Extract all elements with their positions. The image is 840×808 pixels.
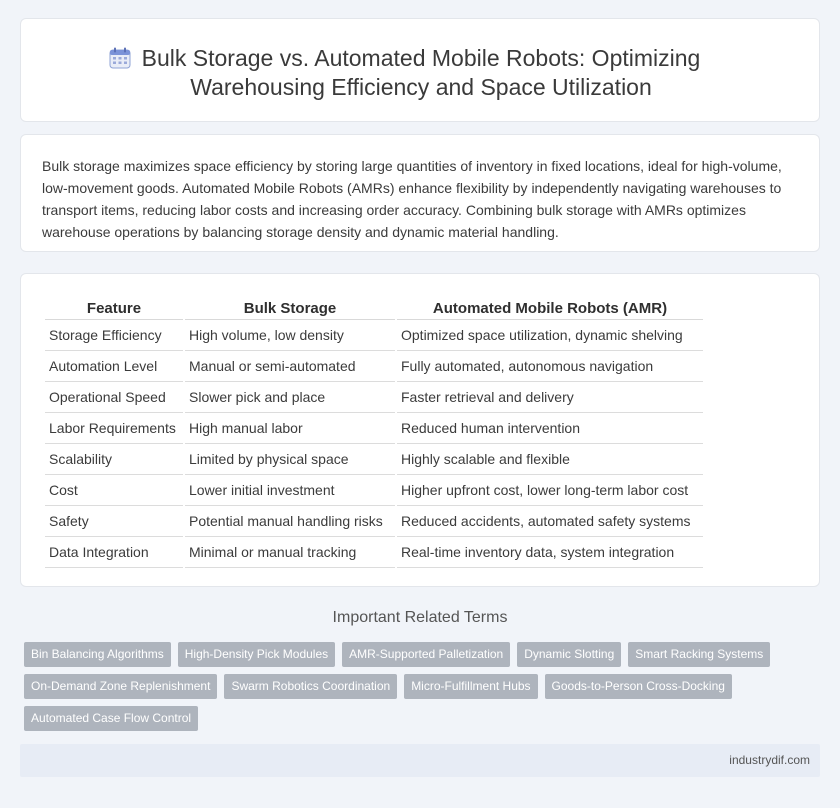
tag-high-density-pick-modules[interactable]: High-Density Pick Modules bbox=[178, 642, 335, 667]
related-terms-list bbox=[24, 642, 816, 738]
summary-text: Bulk storage maximizes space efficiency by storing large quantities of inventory in fixed locations, ideal for high-volume, low-movement goods. Automated Mobile Robots (AMRs) enhance flexibility by independently navigating warehouses to transport items, reducing labor costs and increasing order accuracy. Combining bulk storage with AMRs optimizes warehouse operations by balancing storage density and dynamic material handling. bbox=[42, 158, 782, 240]
page-title-line-1: Bulk Storage vs. Automated Mobile Robots: Optimizing bbox=[141, 45, 701, 71]
tag-swarm-robotics-coordination[interactable]: Swarm Robotics Coordination bbox=[224, 674, 397, 699]
table-cell: Highly scalable and flexible bbox=[397, 444, 703, 475]
table-cell: Slower pick and place bbox=[185, 382, 395, 413]
table-cell: Storage Efficiency bbox=[45, 320, 183, 351]
comparison-table-card bbox=[20, 273, 820, 587]
header-bulk-storage: Bulk Storage bbox=[185, 294, 395, 320]
footer bbox=[20, 744, 820, 777]
comparison-table bbox=[43, 294, 705, 568]
table-row bbox=[45, 475, 703, 506]
table-cell: Higher upfront cost, lower long-term labor cost bbox=[397, 475, 703, 506]
table-row bbox=[45, 320, 703, 351]
title-card bbox=[20, 18, 820, 122]
table-cell: Real-time inventory data, system integration bbox=[397, 537, 703, 568]
page-title bbox=[21, 44, 821, 102]
tag-dynamic-slotting[interactable]: Dynamic Slotting bbox=[517, 642, 621, 667]
table-cell: Potential manual handling risks bbox=[185, 506, 395, 537]
table-row bbox=[45, 413, 703, 444]
table-cell: Cost bbox=[45, 475, 183, 506]
table-cell: Data Integration bbox=[45, 537, 183, 568]
tag-bin-balancing-algorithms[interactable]: Bin Balancing Algorithms bbox=[24, 642, 171, 667]
table-row bbox=[45, 382, 703, 413]
header-feature: Feature bbox=[45, 294, 183, 320]
tag-row bbox=[24, 642, 816, 667]
table-cell: Fully automated, autonomous navigation bbox=[397, 351, 703, 382]
tag-micro-fulfillment-hubs[interactable]: Micro-Fulfillment Hubs bbox=[404, 674, 537, 699]
table-row bbox=[45, 537, 703, 568]
table-cell: Scalability bbox=[45, 444, 183, 475]
tag-amr-supported-palletization[interactable]: AMR-Supported Palletization bbox=[342, 642, 510, 667]
table-cell: High manual labor bbox=[185, 413, 395, 444]
table-cell: Limited by physical space bbox=[185, 444, 395, 475]
tag-on-demand-zone-replenishment[interactable]: On-Demand Zone Replenishment bbox=[24, 674, 217, 699]
table-row bbox=[45, 506, 703, 537]
related-terms-title: Important Related Terms bbox=[332, 609, 508, 626]
table-cell: Optimized space utilization, dynamic shelving bbox=[397, 320, 703, 351]
table-row bbox=[45, 351, 703, 382]
table-cell: Operational Speed bbox=[45, 382, 183, 413]
tag-automated-case-flow-control[interactable]: Automated Case Flow Control bbox=[24, 706, 198, 731]
tag-smart-racking-systems[interactable]: Smart Racking Systems bbox=[628, 642, 770, 667]
table-cell: Minimal or manual tracking bbox=[185, 537, 395, 568]
tag-goods-to-person-cross-docking[interactable]: Goods-to-Person Cross-Docking bbox=[545, 674, 732, 699]
table-cell: Lower initial investment bbox=[185, 475, 395, 506]
table-cell: High volume, low density bbox=[185, 320, 395, 351]
table-cell: Manual or semi-automated bbox=[185, 351, 395, 382]
table-cell: Reduced accidents, automated safety systems bbox=[397, 506, 703, 537]
summary-card bbox=[20, 134, 820, 252]
header-amr: Automated Mobile Robots (AMR) bbox=[397, 294, 703, 320]
tag-row bbox=[24, 674, 816, 699]
tag-row bbox=[24, 706, 816, 731]
table-cell: Safety bbox=[45, 506, 183, 537]
footer-site-link[interactable]: industrydif.com bbox=[729, 753, 810, 767]
table-row bbox=[45, 444, 703, 475]
table-cell: Automation Level bbox=[45, 351, 183, 382]
table-cell: Labor Requirements bbox=[45, 413, 183, 444]
table-header-row bbox=[45, 294, 703, 320]
table-cell: Reduced human intervention bbox=[397, 413, 703, 444]
table-cell: Faster retrieval and delivery bbox=[397, 382, 703, 413]
page-title-line-2: Warehousing Efficiency and Space Utilization bbox=[190, 74, 652, 100]
